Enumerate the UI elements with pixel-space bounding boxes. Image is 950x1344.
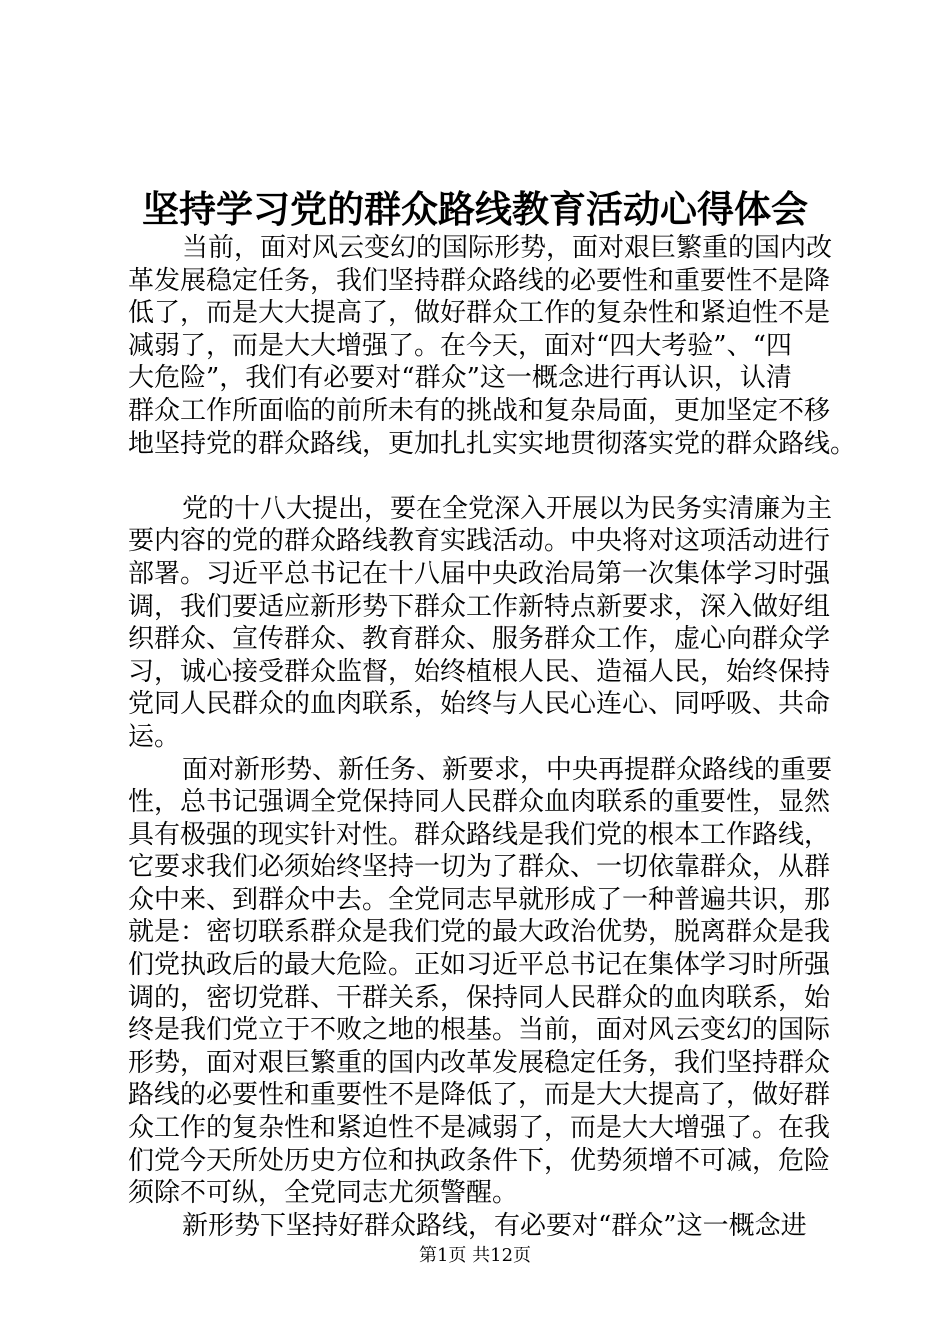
text-line: 当前，面对风云变幻的国际形势，面对艰巨繁重的国内改 bbox=[182, 233, 833, 263]
paragraph-1 bbox=[128, 232, 857, 460]
text-line: 群众工作所面临的前所未有的挑战和复杂局面，更加坚定不移 bbox=[128, 395, 831, 426]
paragraph-4 bbox=[128, 1210, 838, 1243]
text-line: 党同人民群众的血肉联系，始终与人民心连心、同呼吸、共命 bbox=[128, 689, 831, 720]
text-line: 终是我们党立于不败之地的根基。当前，面对风云变幻的国际 bbox=[128, 1015, 831, 1046]
paragraph-spacer bbox=[128, 460, 838, 493]
text-line: 运。 bbox=[128, 721, 181, 752]
text-line: 调的，密切党群、干群关系，保持同人民群众的血肉联系，始 bbox=[128, 982, 831, 1013]
text-line: 地坚持党的群众路线，更加扎扎实实地贯彻落实党的群众路线。 bbox=[128, 428, 857, 459]
text-line: 大危险”，我们有必要对“群众”这一概念进行再认识，认清 bbox=[128, 363, 792, 394]
text-line: 新形势下坚持好群众路线，有必要对“群众”这一概念进 bbox=[182, 1210, 807, 1241]
text-line: 部署。习近平总书记在十八届中央政治局第一次集体学习时强 bbox=[128, 558, 831, 589]
text-line: 性，总书记强调全党保持同人民群众血肉联系的重要性，显然 bbox=[128, 787, 831, 818]
text-line: 具有极强的现实针对性。群众路线是我们党的根本工作路线， bbox=[128, 819, 831, 850]
text-line: 就是：密切联系群众是我们党的最大政治优势，脱离群众是我 bbox=[128, 917, 831, 948]
text-line: 低了，而是大大提高了，做好群众工作的复杂性和紧迫性不是 bbox=[128, 298, 831, 329]
text-line: 革发展稳定任务，我们坚持群众路线的必要性和重要性不是降 bbox=[128, 265, 831, 296]
text-line: 调，我们要适应新形势下群众工作新特点新要求，深入做好组 bbox=[128, 591, 831, 622]
paragraph-2 bbox=[128, 493, 838, 754]
text-line: 习，诚心接受群众监督，始终植根人民、造福人民，始终保持 bbox=[128, 656, 831, 687]
text-line: 形势，面对艰巨繁重的国内改革发展稳定任务，我们坚持群众 bbox=[128, 1047, 831, 1078]
text-line: 减弱了，而是大大增强了。在今天，面对“四大考验”、“四 bbox=[128, 330, 792, 361]
text-line: 们党今天所处历史方位和执政条件下，优势须增不可减，危险 bbox=[128, 1145, 831, 1176]
document-title: 坚持学习党的群众路线教育活动心得体会 bbox=[142, 187, 808, 231]
text-line: 织群众、宣传群众、教育群众、服务群众工作，虚心向群众学 bbox=[128, 624, 831, 655]
text-line: 们党执政后的最大危险。正如习近平总书记在集体学习时所强 bbox=[128, 950, 831, 981]
text-line: 它要求我们必须始终坚持一切为了群众、一切依靠群众，从群 bbox=[128, 852, 831, 883]
text-line: 路线的必要性和重要性不是降低了，而是大大提高了，做好群 bbox=[128, 1080, 831, 1111]
text-line: 面对新形势、新任务、新要求，中央再提群众路线的重要 bbox=[182, 754, 833, 785]
text-line: 众工作的复杂性和紧迫性不是减弱了，而是大大增强了。在我 bbox=[128, 1113, 831, 1144]
text-line: 众中来、到群众中去。全党同志早就形成了一种普遍共识，那 bbox=[128, 884, 831, 915]
document-body bbox=[128, 232, 857, 1242]
page-number: 第1页 共12页 bbox=[418, 1245, 532, 1266]
text-line: 须除不可纵，全党同志尤须警醒。 bbox=[128, 1178, 519, 1209]
paragraph-3 bbox=[128, 754, 838, 1210]
text-line: 党的十八大提出，要在全党深入开展以为民务实清廉为主 bbox=[182, 493, 833, 524]
text-line: 要内容的党的群众路线教育实践活动。中央将对这项活动进行 bbox=[128, 526, 831, 557]
